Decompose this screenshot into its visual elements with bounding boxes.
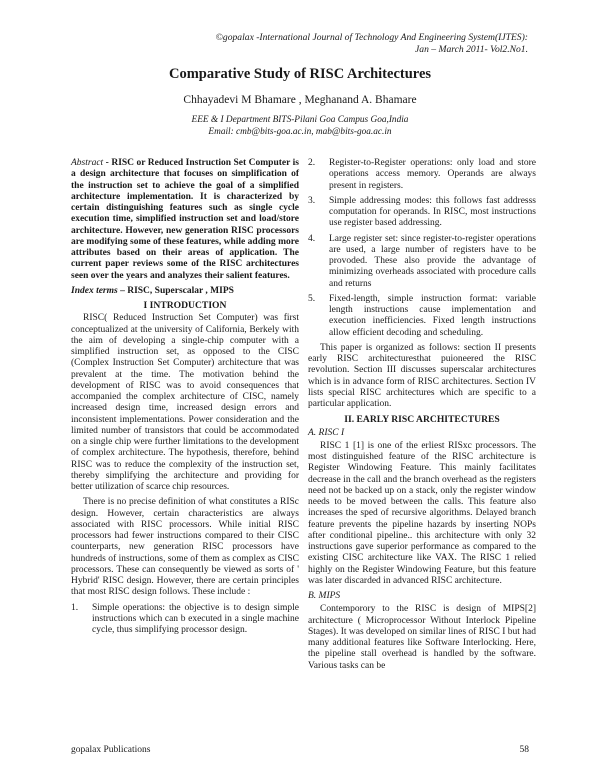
list-item [308, 196, 536, 230]
intro-paragraph-1: RISC( Reduced Instruction Set Computer) was first conceptualized at the university of California, Berkely with the aim of developing a single-chip computer with a simplified instruction set, as opposed to the CISC (Complex Instruction Set Computer) architecture that was prevalent at the time. The motivation behind the development of RISC was to avoid consequences that accompanied the complex architecture of CISC, namely increased design time, increased design errors and inconsistent implementations. Power consideration and the limited number of transistors that could be accommodated on a single chip were further limitations to the development of complex architecture. The hypothesis, therefore, behind RISC was to reduce the complexity of the instruction set, thereby simplifying the architecture and providing for better utilization of scarce chip resources. [71, 313, 299, 492]
list-item-text: Simple operations: the objective is to design simple instructions which can b executed in a single machine cycle, thus simplifying processor design. [92, 602, 299, 635]
list-item-number: 1. [71, 602, 79, 613]
left-column [71, 158, 299, 640]
paper-title: Comparative Study of RISC Architectures [168, 66, 432, 82]
abstract-label: Abstract [71, 158, 104, 168]
index-terms-label: Index terms [71, 285, 118, 296]
right-column [308, 158, 536, 676]
section-heading-introduction: I INTRODUCTION [143, 300, 227, 311]
list-item-text: Simple addressing modes: this follows fast addresss computation for operands. In RISC, most instructions use register based addressing. [329, 195, 536, 229]
principles-list-part1 [71, 603, 299, 637]
intro-paragraph-2: There is no precise definition of what constitutes a RISc design. However, certain characteristics are always associated with RISC processors. While initial RISC processors had fewer instructions compared to their CISC counterparts, new generation RISC processors have hundreds of instructions, some of them as complex as CISC processors. These can consequently be viewed as sorts of ' Hybrid' RISC design. However, there are certain principles that most RISC design follows. These include : [71, 497, 299, 598]
list-item [308, 294, 536, 339]
list-item-text: Register-to-Register operations: only load and store operations access memory. Operands are always present in registers. [329, 158, 536, 191]
list-item [308, 158, 536, 192]
journal-header-line1: ©gopalax -International Journal of Technology And Engineering System(IJTES): [215, 32, 528, 43]
list-item [71, 603, 299, 637]
list-item-number: 2. [308, 158, 316, 168]
index-terms [71, 286, 299, 297]
affiliation: EEE & I Department BITS-Pilani Goa Campus Goa,India [191, 115, 409, 125]
page-number: 58 [519, 745, 529, 755]
journal-header [88, 32, 528, 56]
abstract [71, 158, 299, 282]
footer-publisher: gopalax Publications [71, 745, 151, 755]
list-item-text: Large register set: since register-to-register operations are used, a large number of registers have to be provoded. These also provide the advantage of minimizing overheads associated with procedure calls and returns [329, 233, 536, 289]
organization-paragraph: This paper is organized as follows: section II presents early RISC architecturesthat puioneered the RISC revolution. Section III discusses superscalar architectures which is in advance form of RISC architectures. Section IV lists special RISC architectures which are specific to a particular application. [308, 342, 536, 409]
subsection-heading-risc1: A. RISC I [308, 427, 345, 438]
risc1-paragraph: RISC 1 [1] is one of the erliest RISxc processors. The most distinguished feature of the RISC architecture is Register Windowing Feature. This mainly facilitates decrease in the call and the branch overhead as the registers need not be backed up on a stack, only the register window needs to be moved between the calls. This feature also increases the sped of recursive algorithms. Delayed branch feature prevents the pipeline hazards by inserting NOPs after conditional pipeline.. this architecture with only 32 instructions gave superior performance as compared to the existing CISC architecture like VAX. The RISC 1 relied highly on the Register Windowing Feature, but this feature was later discarded in advanced RISC architecture. [308, 440, 536, 586]
list-item-number: 4. [308, 233, 316, 244]
abstract-text: - RISC or Reduced Instruction Set Computer is a design architecture that focuses on simplification of the instruction set to achieve the goal of a simplified architecture implementation. It is characterized by certain distinguishing features such as single cycle execution time, simplified instruction set and load/store architecture. However, new generation RISC processors are modifying some of these features, while adding more attributes based on their areas of application. The current paper reviews some of the RISC architectures seen over the years and analyzes their salient features. [71, 158, 299, 281]
list-item-number: 5. [308, 293, 316, 304]
subsection-heading-mips: B. MIPS [308, 591, 341, 601]
affiliation-block [0, 114, 600, 138]
paper-authors: Chhayadevi M Bhamare , Meghanand A. Bhamare [183, 94, 417, 106]
list-item-number: 3. [308, 195, 316, 206]
section-heading-early-risc: II. EARLY RISC ARCHITECTURES [344, 414, 500, 426]
index-terms-text: – RISC, Superscalar , MIPS [117, 285, 234, 296]
list-item-text: Fixed-length, simple instruction format: variable length instructions cause implementation and execution inefficiencies. Fixed length instructions allow efficient decoding and scheduling. [329, 293, 536, 338]
principles-list-part2 [308, 158, 536, 339]
journal-header-line2: Jan – March 2011- Vol2.No1. [415, 44, 528, 55]
author-emails: Email: cmb@bits-goa.ac.in, mab@bits-goa.ac.in [208, 127, 392, 137]
mips-paragraph: Contemporory to the RISC is design of MIPS[2] architecture ( Microprocessor Without Interlock Pipeline Stages). It was developed on similar lines of RISC I but had many additional features like Software Interlocking. Here, the pipeline stall overhead is handled by the software. Various tasks can be [308, 604, 536, 671]
list-item [308, 234, 536, 290]
